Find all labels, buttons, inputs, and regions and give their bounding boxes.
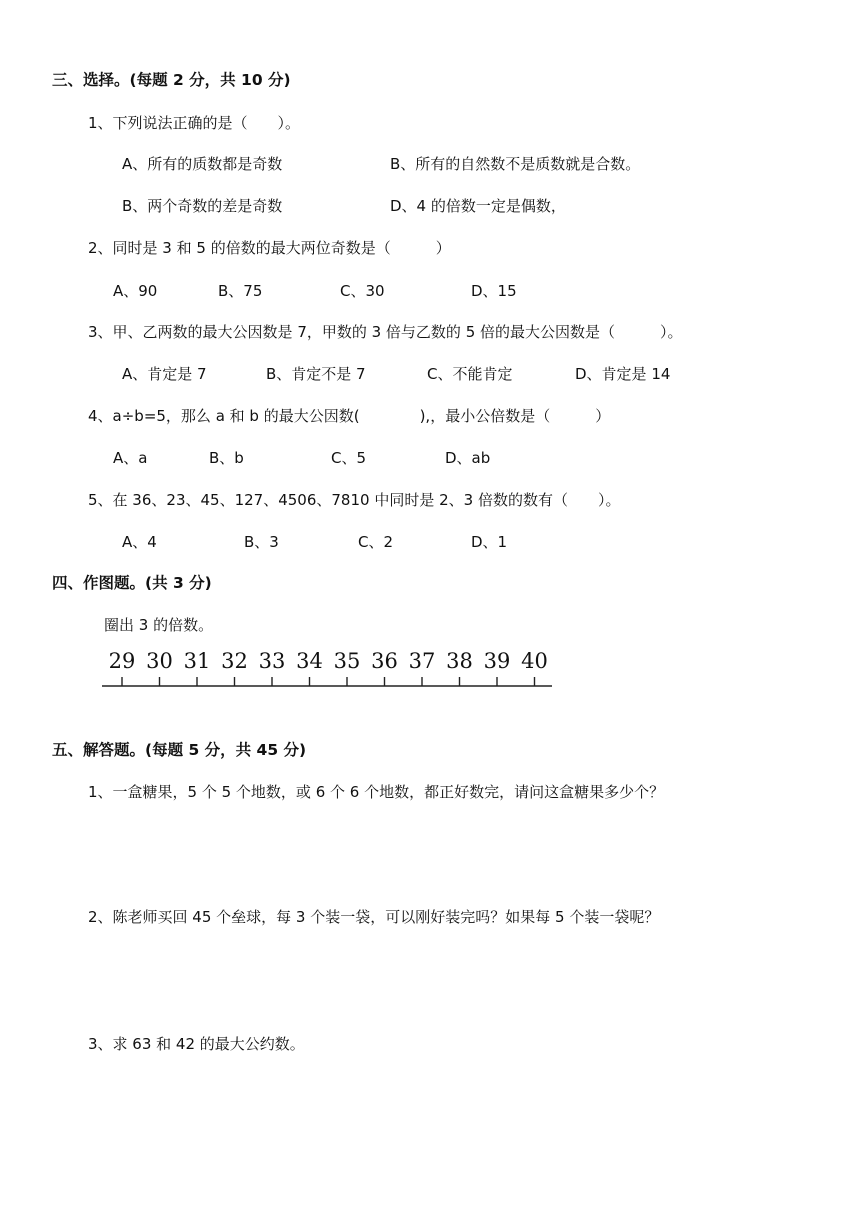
number-line-label: 34 bbox=[296, 649, 323, 673]
q2-option-b: B、75 bbox=[218, 282, 263, 300]
q2-option-d: D、15 bbox=[471, 282, 517, 300]
q4-option-c: C、5 bbox=[331, 449, 367, 467]
section-3-heading: 三、选择。(每题 2 分，共 10 分) bbox=[52, 71, 291, 89]
q5-option-a: A、4 bbox=[122, 533, 157, 551]
q5-option-b: B、3 bbox=[244, 533, 279, 551]
number-line-label: 30 bbox=[146, 649, 173, 673]
number-line-label: 31 bbox=[183, 649, 211, 673]
number-line-label: 29 bbox=[108, 649, 136, 673]
q3-option-c: C、不能肯定 bbox=[427, 365, 513, 383]
q4-option-d: D、ab bbox=[445, 449, 491, 467]
number-line-label: 35 bbox=[333, 649, 361, 673]
q1-option-a: A、所有的质数都是奇数 bbox=[122, 155, 283, 173]
question-1-stem: 1、下列说法正确的是（ ）。 bbox=[88, 114, 301, 132]
number-line-label: 40 bbox=[521, 649, 548, 673]
number-line-label: 38 bbox=[446, 649, 473, 673]
number-line-label: 33 bbox=[258, 649, 286, 673]
section-4-heading: 四、作图题。(共 3 分) bbox=[52, 574, 212, 592]
q1-option-c: B、两个奇数的差是奇数 bbox=[122, 197, 283, 215]
question-4-stem: 4、a÷b=5，那么 a 和 b 的最大公因数( ),，最小公倍数是（ ） bbox=[88, 407, 611, 425]
q1-option-b: B、所有的自然数不是质数就是合数。 bbox=[390, 155, 641, 173]
section-5-heading: 五、解答题。(每题 5 分，共 45 分) bbox=[52, 741, 307, 759]
number-line-label: 32 bbox=[221, 649, 248, 673]
answer-question-1: 1、一盒糖果，5 个 5 个地数，或 6 个 6 个地数，都正好数完，请问这盒糖果多少个？ bbox=[88, 783, 665, 801]
q4-option-b: B、b bbox=[209, 449, 244, 467]
q2-option-a: A、90 bbox=[113, 282, 158, 300]
number-line-label: 37 bbox=[408, 649, 436, 673]
number-line bbox=[100, 644, 556, 692]
drawing-instruction: 圈出 3 的倍数。 bbox=[104, 616, 214, 634]
q1-option-d: D、4 的倍数一定是偶数， bbox=[390, 197, 566, 215]
answer-question-2: 2、陈老师买回 45 个垒球，每 3 个装一袋，可以刚好装完吗？如果每 5 个装一袋呢？ bbox=[88, 908, 660, 926]
q4-option-a: A、a bbox=[113, 449, 148, 467]
answer-question-3: 3、求 63 和 42 的最大公约数。 bbox=[88, 1035, 305, 1053]
q2-option-c: C、30 bbox=[340, 282, 385, 300]
q3-option-b: B、肯定不是 7 bbox=[266, 365, 366, 383]
number-line-label: 36 bbox=[371, 649, 398, 673]
question-5-stem: 5、在 36、23、45、127、4506、7810 中同时是 2、3 倍数的数有（ ）。 bbox=[88, 491, 621, 509]
q5-option-c: C、2 bbox=[358, 533, 394, 551]
q3-option-a: A、肯定是 7 bbox=[122, 365, 207, 383]
q3-option-d: D、肯定是 14 bbox=[575, 365, 671, 383]
q5-option-d: D、1 bbox=[471, 533, 508, 551]
question-3-stem: 3、甲、乙两数的最大公因数是 7，甲数的 3 倍与乙数的 5 倍的最大公因数是（ ）。 bbox=[88, 323, 683, 341]
question-2-stem: 2、同时是 3 和 5 的倍数的最大两位奇数是（ ） bbox=[88, 239, 451, 257]
number-line-label: 39 bbox=[483, 649, 511, 673]
